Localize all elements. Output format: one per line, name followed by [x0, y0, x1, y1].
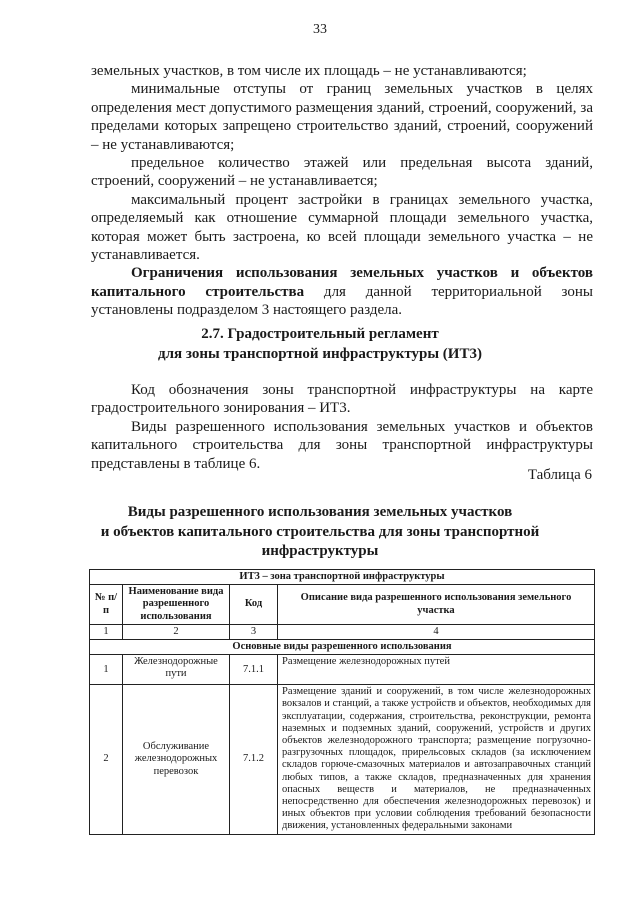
section-heading: [0, 324, 640, 364]
col-number: 1: [90, 624, 123, 639]
page-number: 33: [313, 22, 327, 37]
paragraph-table-ref: Виды разрешенного использования земельных участков и объектов капитального строительства для зоны транспортной инфраструктуры представлены в таблице 6.: [91, 418, 593, 472]
table-title-line1: Виды разрешенного использования земельных участков: [127, 504, 513, 520]
paragraph-setbacks: минимальные отступы от границ земельных участков в целях определения мест допустимого размещения зданий, строений, сооружений, за пределами которых запрещено строительство зданий, строений, сооружений – не устанавливаются;: [91, 81, 593, 153]
col-header-num: № п/п: [90, 585, 123, 625]
col-header-desc: Описание вида разрешенного использования земельного участка: [278, 585, 595, 625]
section-heading-line1: 2.7. Градостроительный регламент: [201, 326, 439, 342]
col-number: 4: [278, 624, 595, 639]
row-name: Обслуживание железнодорожных перевозок: [123, 685, 230, 834]
table-title-line3: инфраструктуры: [261, 543, 379, 559]
table-row: [90, 655, 595, 685]
col-header-name: Наименование вида разрешенного использования: [123, 585, 230, 625]
table-number: Таблица 6: [527, 467, 592, 483]
table-title: [95, 503, 545, 562]
table-title-line2: и объектов капитального строительства для зоны транспортной: [100, 523, 540, 540]
paragraph-floors: предельное количество этажей или предельная высота зданий, строений, сооружений – не устанавливается;: [91, 155, 593, 190]
body-text: [91, 381, 593, 473]
column-number-row: [90, 624, 595, 639]
col-number: 3: [230, 624, 278, 639]
row-desc: Размещение зданий и сооружений, в том числе железнодорожных вокзалов и станций, а также устройств и объектов, необходимых для эксплуатации, содержания, строительства, реконструкции, ремонта наземных и подземных зданий, сооружений, устройств и других объектов железнодорожного транспорта; размещение погрузочно-разгрузочных площадок, прирельсовых складов (за исключением складов горюче-смазочных материалов и автозаправочных станций любых типов, а также складов, предназначенных для хранения опасных веществ и материалов, не предназначенных непосредственно для обеспечения железнодорожных перевозок) и иных объектов при условии соблюдения требований безопасности движения, установленных федеральными законами: [278, 685, 595, 834]
paragraph-restrictions: [91, 264, 593, 319]
zone-header: ИТ3 – зона транспортной инфраструктуры: [90, 570, 595, 585]
zone-header-row: [90, 570, 595, 585]
row-code: 7.1.1: [230, 655, 278, 685]
row-name: Железнодорожные пути: [123, 655, 230, 685]
row-code: 7.1.2: [230, 685, 278, 834]
row-num: 2: [90, 685, 123, 834]
row-desc: Размещение железнодорожных путей: [278, 655, 595, 685]
group-header-row: [90, 640, 595, 655]
section-heading-line2: для зоны транспортной инфраструктуры (ИТ3): [158, 346, 482, 362]
paragraph-coverage: максимальный процент застройки в границах земельного участка, определяемый как отношение суммарной площади земельного участка, которая может быть застроена, ко всей площади земельного участка – не устанавливается.: [91, 191, 593, 264]
intro-text: [91, 62, 593, 320]
table-row: [90, 685, 595, 834]
paragraph-lots-area: земельных участков, в том числе их площадь – не устанавливаются;: [91, 63, 527, 79]
restrictions-rest: для данной территориальной зоны установлены подразделом 3 настоящего раздела.: [91, 283, 593, 319]
group-header: Основные виды разрешенного использования: [90, 640, 595, 655]
row-num: 1: [90, 655, 123, 685]
paragraph-zone-code: Код обозначения зоны транспортной инфраструктуры на карте градостроительного зонирования – ИТ3.: [91, 382, 593, 417]
column-header-row: [90, 585, 595, 625]
restrictions-bold: Ограничения использования земельных участков и объектов капитального строительства: [91, 265, 593, 300]
col-header-code: Код: [230, 585, 278, 625]
col-number: 2: [123, 624, 230, 639]
permitted-uses-table: [89, 569, 595, 835]
